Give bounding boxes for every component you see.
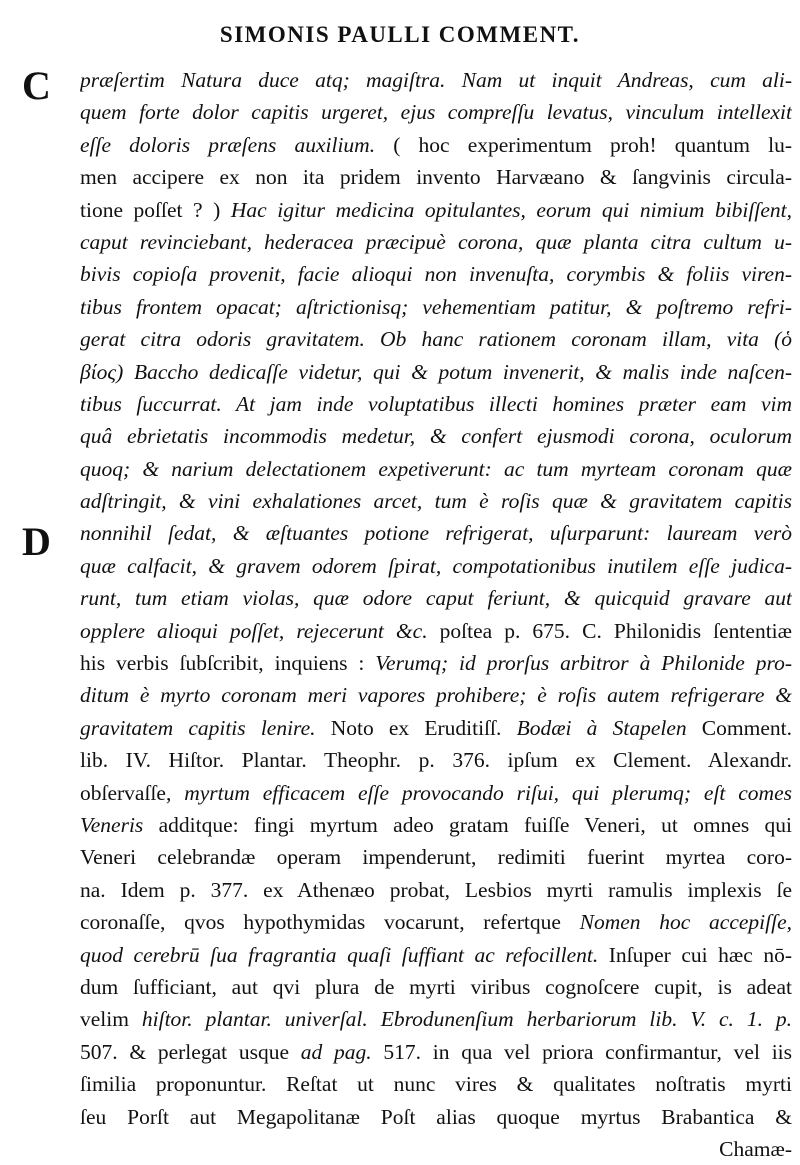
text-segment: ditum è myrto coronam meri vapores prohibere; è roſis autem refrigerare & — [80, 683, 792, 708]
text-line — [80, 1036, 792, 1068]
text-segment: quem forte dolor capitis urgeret, ejus compreſſu levatus, vinculum intellexit — [80, 100, 792, 125]
text-segment: Verumq; id prorſus arbitror à Philonide pro- — [375, 651, 792, 676]
text-segment: 507. & perlegat usque — [80, 1039, 301, 1064]
text-segment: runt, tum etiam violas, quæ odore caput feriunt, & quicquid gravare aut — [80, 586, 792, 611]
text-segment: ad pag. — [300, 1039, 372, 1064]
text-segment: ( hoc experimentum proh! quantum lu- — [375, 132, 792, 157]
text-line — [80, 485, 792, 517]
text-line — [80, 679, 792, 711]
text-segment: tibus ſuccurrat. At jam inde voluptatibus illecti homines præter eam vim — [80, 391, 792, 416]
body-text — [80, 64, 792, 1165]
margin-letter-c: C — [22, 63, 51, 108]
text-line — [80, 453, 792, 485]
text-segment: Veneris — [80, 812, 144, 837]
text-segment: Noto ex Eruditiſſ. — [315, 715, 517, 740]
text-line — [80, 744, 792, 776]
text-segment: obſervaſſe, — [80, 780, 185, 805]
text-line — [80, 1133, 792, 1165]
text-line — [80, 1101, 792, 1133]
text-line — [80, 420, 792, 452]
text-segment: 517. in qua vel priora confirmantur, vel iis — [371, 1039, 792, 1064]
text-line — [80, 161, 792, 193]
text-line — [80, 874, 792, 906]
text-segment: men accipere ex non ita pridem invento Harvæano & ſangvinis circula- — [80, 165, 792, 190]
text-segment: Nomen hoc accepiſſe, — [579, 910, 792, 935]
text-line — [80, 356, 792, 388]
text-line — [80, 64, 792, 96]
text-segment: gravitatem capitis lenire. — [80, 715, 316, 740]
text-segment: quâ ebrietatis incommodis medetur, & confert ejusmodi corona, oculorum — [80, 424, 792, 449]
text-line — [80, 550, 792, 582]
text-segment: quæ calfacit, & gravem odorem ſpirat, compotationibus inutilem eſſe judica- — [80, 553, 792, 578]
text-segment: opplere alioqui poſſet, rejecerunt &c. — [80, 618, 428, 643]
text-line — [80, 906, 792, 938]
text-segment: præſertim Natura duce atq; magiſtra. Nam ut inquit Andreas, cum ali- — [80, 68, 792, 92]
text-line — [80, 323, 792, 355]
text-line — [80, 388, 792, 420]
text-line — [80, 258, 792, 290]
text-segment: velim — [80, 1007, 142, 1032]
text-line — [80, 129, 792, 161]
text-line — [80, 517, 792, 549]
text-segment: eſſe doloris præſens auxilium. — [80, 132, 376, 157]
text-segment: Chamæ- — [719, 1136, 792, 1161]
text-segment: Hac igitur medicina opitulantes, eorum qui nimium bibiſſent, — [230, 197, 792, 222]
text-segment: Veneri celebrandæ operam impenderunt, redimiti fuerint myrtea coro- — [80, 845, 792, 870]
text-segment: myrtum efficacem eſſe provocando riſui, qui plerumq; eſt comes — [184, 780, 792, 805]
text-segment: Bodæi à Stapelen — [516, 715, 687, 740]
text-line — [80, 582, 792, 614]
text-segment: tibus frontem opacat; aſtrictionisq; vehementiam patitur, & poſtremo refri- — [80, 294, 792, 319]
text-line — [80, 809, 792, 841]
text-segment: nonnihil ſedat, & æſtuantes potione refrigerat, uſurparunt: lauream verò — [80, 521, 792, 546]
text-line — [80, 226, 792, 258]
text-segment: Comment. — [686, 715, 792, 740]
text-segment: ſeu Porſt aut Megapolitanæ Poſt alias quoque myrtus Brabantica & — [80, 1104, 792, 1129]
text-line — [80, 777, 792, 809]
text-segment: his verbis ſubſcribit, inquiens : — [80, 651, 376, 676]
text-segment: na. Idem p. 377. ex Athenæo probat, Lesbios myrti ramulis implexis ſe — [80, 877, 792, 902]
text-segment: Inſuper cui hæc nō- — [598, 942, 792, 967]
text-segment: poſtea p. 675. C. Philonidis ſententiæ — [427, 618, 792, 643]
running-head: SIMONIS PAULLI COMMENT. — [219, 22, 581, 47]
text-line — [80, 615, 792, 647]
text-line — [80, 1068, 792, 1100]
text-segment: tione poſſet ? ) — [80, 197, 231, 222]
text-line — [80, 647, 792, 679]
text-line — [80, 712, 792, 744]
text-line — [80, 96, 792, 128]
text-segment: coronaſſe, qvos hypothymidas vocarunt, refertque — [80, 910, 580, 935]
text-segment: gerat citra odoris gravitatem. Ob hanc rationem coronam illam, vita (ὁ — [80, 327, 792, 352]
text-line — [80, 1003, 792, 1035]
text-segment: bivis copioſa provenit, facie alioqui non invenuſta, corymbis & foliis viren- — [80, 262, 792, 287]
text-line — [80, 194, 792, 226]
text-segment: hiſtor. plantar. univerſal. Ebrodunenſium herbariorum lib. V. c. 1. p. — [141, 1007, 792, 1032]
text-segment: lib. IV. Hiſtor. Plantar. Theophr. p. 376. ipſum ex Clement. Alexandr. — [80, 748, 792, 773]
text-segment: caput revinciebant, hederacea præcipuè corona, quæ planta citra cultum u- — [80, 229, 792, 254]
text-segment: dum ſufficiant, aut qvi plura de myrti viribus cognoſcere cupit, is adeat — [80, 974, 792, 999]
text-line — [80, 939, 792, 971]
text-segment: quoq; & narium delectationem expetiverunt: ac tum myrteam coronam quæ — [80, 456, 792, 481]
text-line — [80, 841, 792, 873]
text-segment: ſimilia proponuntur. Reſtat ut nunc vires & qualitates noſtratis myrti — [80, 1072, 792, 1097]
text-line — [80, 291, 792, 323]
text-line — [80, 971, 792, 1003]
text-segment: adſtringit, & vini exhalationes arcet, tum è roſis quæ & gravitatem capitis — [80, 489, 792, 514]
text-segment: βίος) Baccho dedicaſſe videtur, qui & potum invenerit, & malis inde naſcen- — [80, 359, 792, 384]
text-segment: quod cerebrū ſua fragrantia quaſi ſuffiant ac refocillent. — [80, 942, 599, 967]
text-segment: additque: fingi myrtum adeo gratam fuiſſe Veneri, ut omnes qui — [143, 812, 792, 837]
margin-letter-d: D — [22, 519, 51, 564]
